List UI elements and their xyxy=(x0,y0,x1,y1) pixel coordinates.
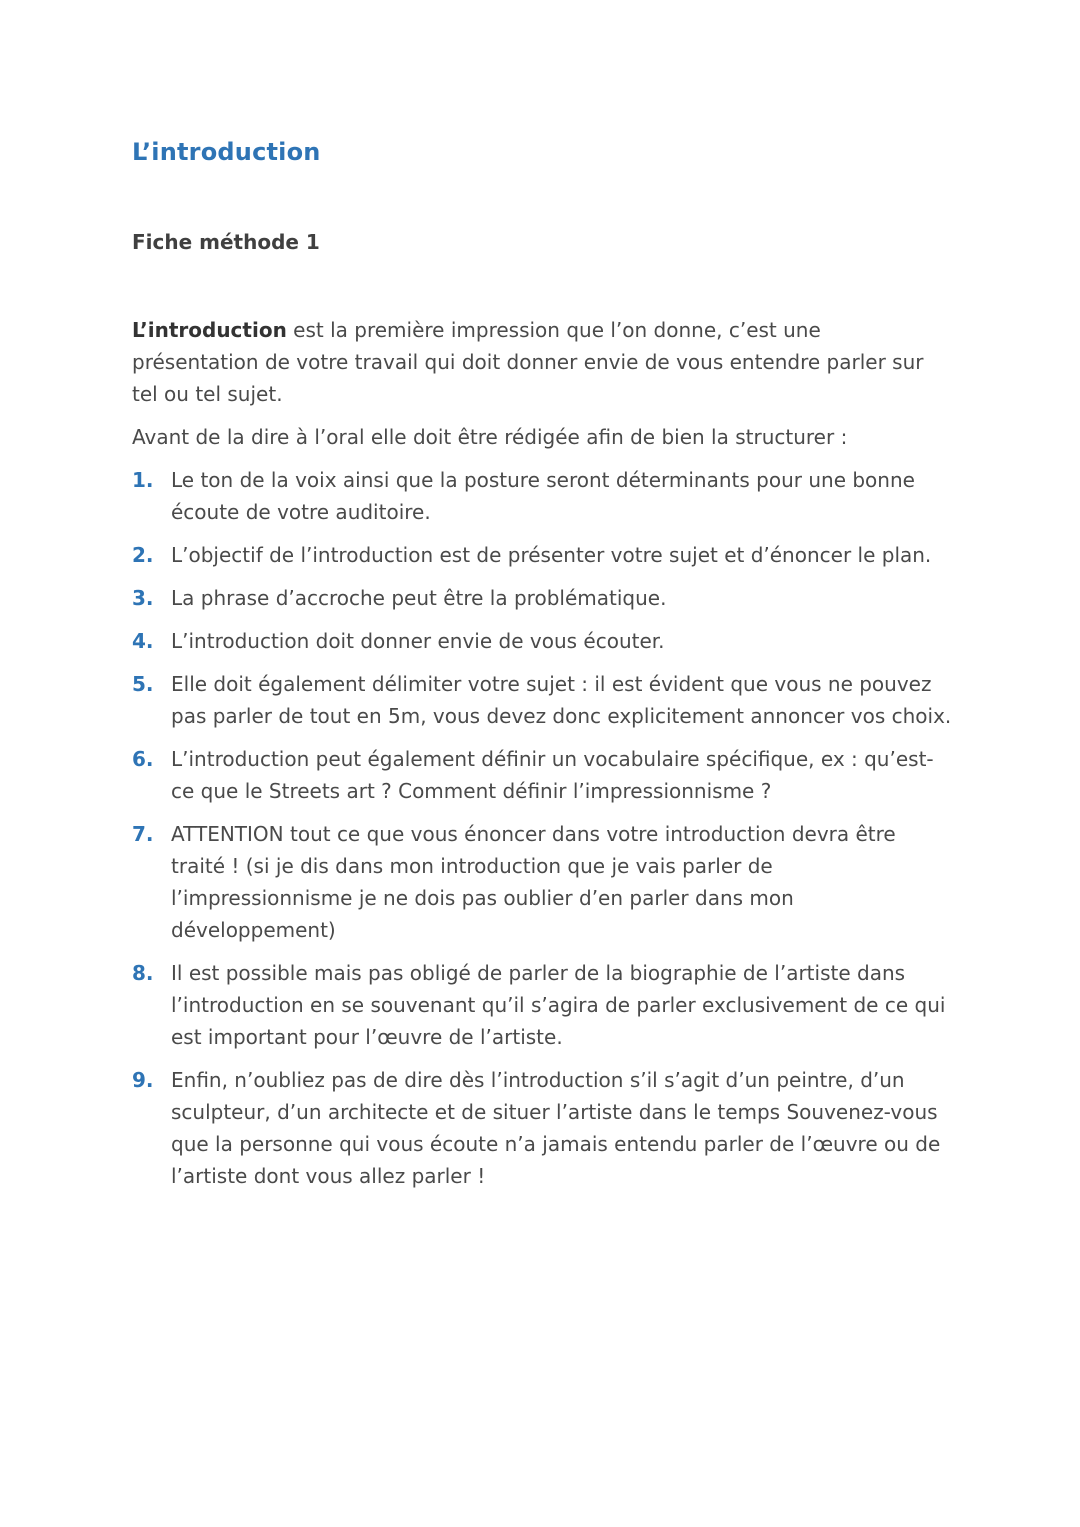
list-item-text: Enfin, n’oubliez pas de dire dès l’introduction s’il s’agit d’un peintre, d’un sculpteur, d’un architecte et de situer l’artiste dans le temps Souvenez-vous que la personne qui vous écoute n’a jamais entendu parler de l’œuvre ou de l’artiste dont vous allez parler ! xyxy=(171,1068,941,1188)
list-item-text: La phrase d’accroche peut être la problématique. xyxy=(171,586,667,610)
list-item-number: 2. xyxy=(132,543,154,567)
list-item-text: L’introduction doit donner envie de vous écouter. xyxy=(171,629,665,653)
list-item-number: 5. xyxy=(132,672,154,696)
intro-bold-term: L’introduction xyxy=(132,318,287,342)
numbered-list xyxy=(132,464,952,1192)
list-item xyxy=(132,582,952,614)
list-item-text: L’objectif de l’introduction est de présenter votre sujet et d’énoncer le plan. xyxy=(171,543,932,567)
document-body xyxy=(132,314,952,1203)
list-item xyxy=(132,957,952,1053)
page-title: L’introduction xyxy=(132,138,321,166)
list-item xyxy=(132,625,952,657)
list-item-text: Elle doit également délimiter votre sujet : il est évident que vous ne pouvez pas parler de tout en 5m, vous devez donc explicitement annoncer vos choix. xyxy=(171,672,952,728)
list-item xyxy=(132,539,952,571)
list-item-number: 4. xyxy=(132,629,154,653)
list-item-number: 6. xyxy=(132,747,154,771)
list-item-text: ATTENTION tout ce que vous énoncer dans votre introduction devra être traité ! (si je dis dans mon introduction que je vais parler de l’impressionnisme je ne dois pas oublier d’en parler dans mon développement) xyxy=(171,822,896,942)
intro-text: est la première impression que l’on donne, c’est une présentation de votre travail qui doit donner envie de vous entendre parler sur tel ou tel sujet. xyxy=(132,318,924,406)
list-item-number: 7. xyxy=(132,822,154,846)
list-item xyxy=(132,668,952,732)
list-item-text: Il est possible mais pas obligé de parler de la biographie de l’artiste dans l’introduction en se souvenant qu’il s’agira de parler exclusivement de ce qui est important pour l’œuvre de l’artiste. xyxy=(171,961,946,1049)
lead-paragraph: Avant de la dire à l’oral elle doit être rédigée afin de bien la structurer : xyxy=(132,425,848,449)
list-item-number: 3. xyxy=(132,586,154,610)
list-item-number: 9. xyxy=(132,1068,154,1092)
list-item-number: 1. xyxy=(132,468,154,492)
list-item-text: Le ton de la voix ainsi que la posture seront déterminants pour une bonne écoute de votre auditoire. xyxy=(171,468,915,524)
list-item xyxy=(132,743,952,807)
list-item-number: 8. xyxy=(132,961,154,985)
list-item xyxy=(132,818,952,946)
list-item xyxy=(132,464,952,528)
section-subtitle: Fiche méthode 1 xyxy=(132,230,320,254)
intro-paragraph xyxy=(132,314,952,410)
list-item xyxy=(132,1064,952,1192)
list-item-text: L’introduction peut également définir un vocabulaire spécifique, ex : qu’est-ce que le Streets art ? Comment définir l’impressionnisme ? xyxy=(171,747,934,803)
